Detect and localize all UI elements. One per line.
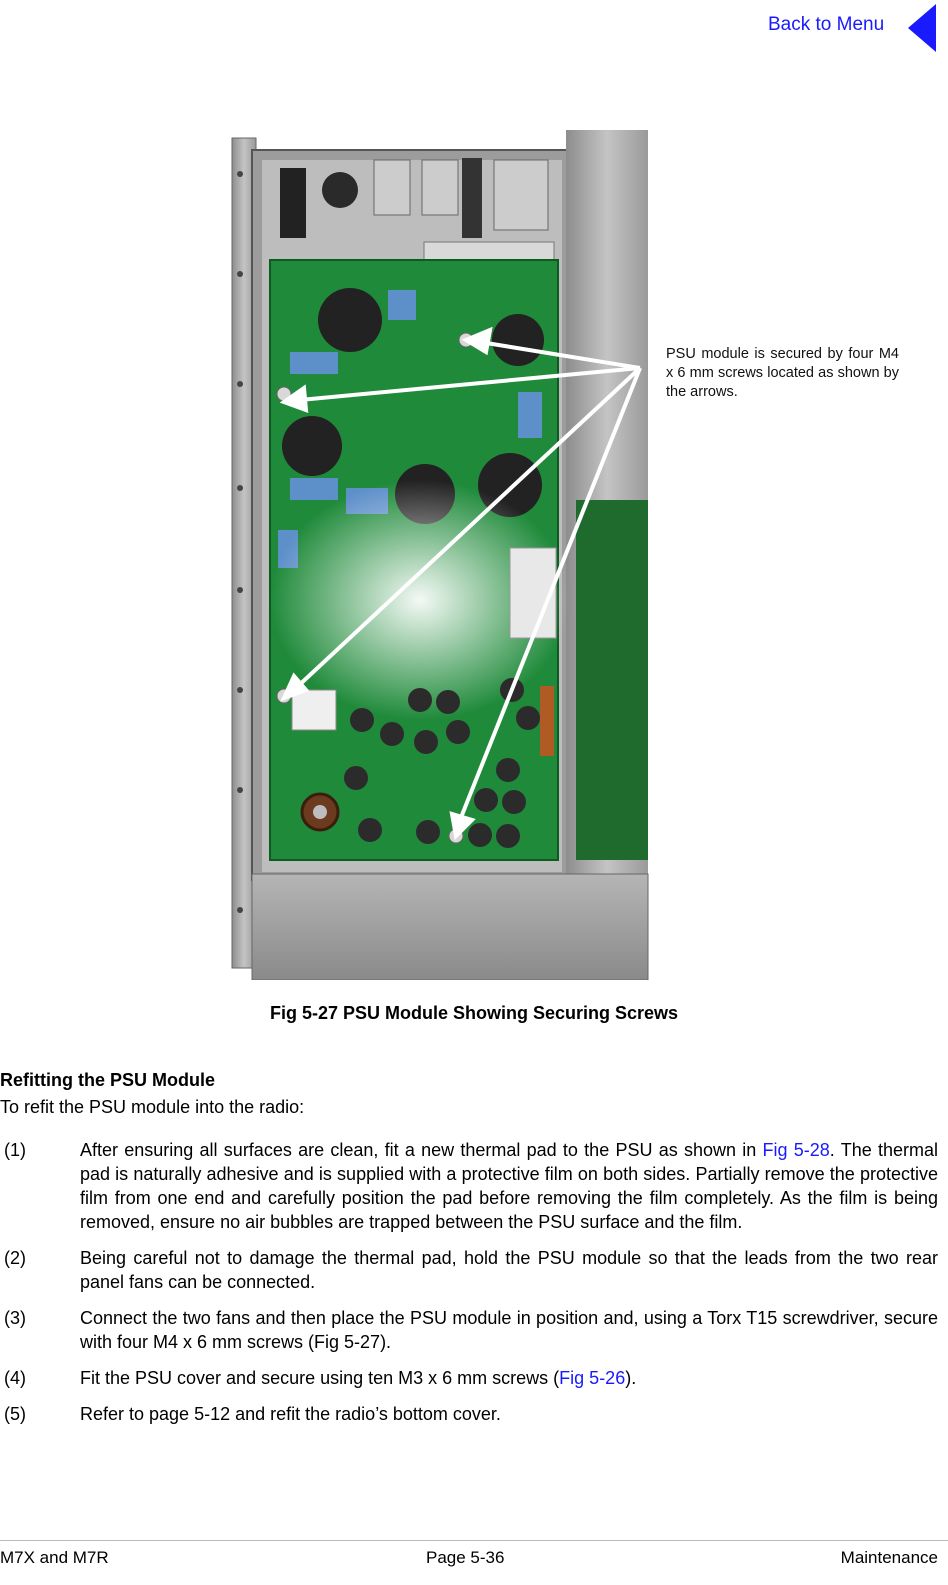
step-5 bbox=[0, 1402, 938, 1426]
step-1 bbox=[0, 1138, 938, 1234]
step-number: (5) bbox=[4, 1404, 26, 1424]
figure-callout: PSU module is secured by four M4 x 6 mm screws located as shown by the arrows. bbox=[666, 346, 899, 400]
footer-chapter: Maintenance bbox=[840, 1548, 938, 1567]
step-text: Refer to page 5-12 and refit the radio’s bottom cover. bbox=[80, 1404, 501, 1424]
step-text: Being careful not to damage the thermal pad, hold the PSU module so that the leads from the two rear panel fans can be connected. bbox=[80, 1248, 938, 1292]
step-text: Fit the PSU cover and secure using ten M3 x 6 mm screws (Fig 5-26). bbox=[80, 1368, 637, 1388]
psu-module-photo bbox=[0, 130, 948, 980]
steps-list bbox=[0, 1138, 938, 1438]
step-2 bbox=[0, 1246, 938, 1294]
footer-page-number: Page 5-36 bbox=[426, 1548, 505, 1567]
section-title: Refitting the PSU Module bbox=[0, 1070, 215, 1090]
step-3 bbox=[0, 1306, 938, 1354]
figure-caption: Fig 5-27 PSU Module Showing Securing Screws bbox=[269, 1003, 679, 1023]
back-arrow-icon[interactable] bbox=[906, 4, 936, 52]
fig-5-28-link[interactable]: Fig 5-28 bbox=[762, 1140, 830, 1160]
footer-product: M7X and M7R bbox=[0, 1548, 109, 1567]
step-number: (2) bbox=[4, 1248, 26, 1268]
step-number: (1) bbox=[4, 1140, 26, 1160]
step-text: After ensuring all surfaces are clean, fit a new thermal pad to the PSU as shown in Fig 5-28. The thermal pad is naturally adhesive and is supplied with a protective film on both sides. Partially remove the protective film from one end and carefully position the pad before removing the film completely. As the film is being removed, ensure no air bubbles are trapped between the PSU surface and the film. bbox=[80, 1140, 938, 1232]
step-number: (4) bbox=[4, 1368, 26, 1388]
fig-5-26-link[interactable]: Fig 5-26 bbox=[559, 1368, 626, 1388]
step-number: (3) bbox=[4, 1308, 26, 1328]
footer-divider bbox=[0, 1540, 948, 1541]
step-text: Connect the two fans and then place the PSU module in position and, using a Torx T15 screwdriver, secure with four M4 x 6 mm screws (Fig 5-27). bbox=[80, 1308, 938, 1352]
section-intro: To refit the PSU module into the radio: bbox=[0, 1097, 305, 1117]
step-4 bbox=[0, 1366, 938, 1390]
back-to-menu-link[interactable]: Back to Menu bbox=[768, 14, 885, 35]
